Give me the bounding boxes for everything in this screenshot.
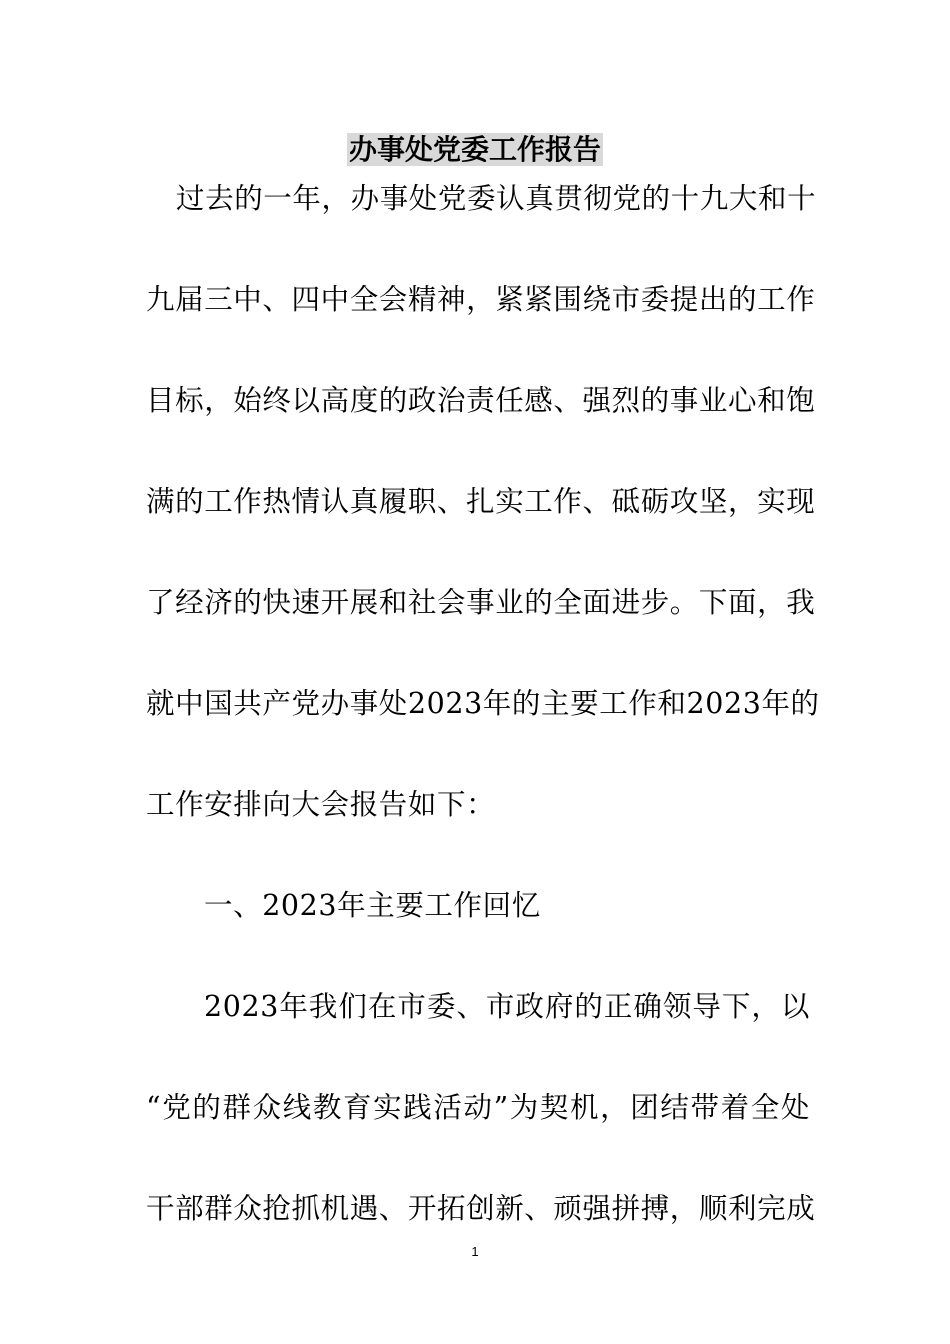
- paragraph-line: 就中国共产党办事处2023年的主要工作和2023年的: [146, 687, 820, 720]
- section-heading: 一、2023年主要工作回忆: [204, 889, 541, 922]
- paragraph-line: “党的群众线教育实践活动”为契机，团结带着全处: [146, 1091, 810, 1124]
- paragraph-line: 了经济的快速开展和社会事业的全面进步。下面，我: [146, 586, 816, 619]
- page-number: 1: [471, 1244, 479, 1259]
- paragraph-line: 干部群众抢抓机遇、开拓创新、顽强拼搏，顺利完成: [146, 1192, 816, 1225]
- paragraph-line: 目标，始终以高度的政治责任感、强烈的事业心和饱: [146, 384, 816, 417]
- paragraph-line: 工作安排向大会报告如下：: [146, 788, 496, 821]
- document-title-text: 办事处党委工作报告: [348, 133, 601, 166]
- paragraph-line: 九届三中、四中全会精神，紧紧围绕市委提出的工作: [146, 283, 816, 316]
- paragraph-line: 2023年我们在市委、市政府的正确领导下，以: [204, 990, 810, 1023]
- paragraph-line: 过去的一年，办事处党委认真贯彻党的十九大和十: [176, 182, 817, 215]
- document-body: [146, 148, 820, 1259]
- paragraph-line: 满的工作热情认真履职、扎实工作、砥砺攻坚，实现: [146, 485, 816, 518]
